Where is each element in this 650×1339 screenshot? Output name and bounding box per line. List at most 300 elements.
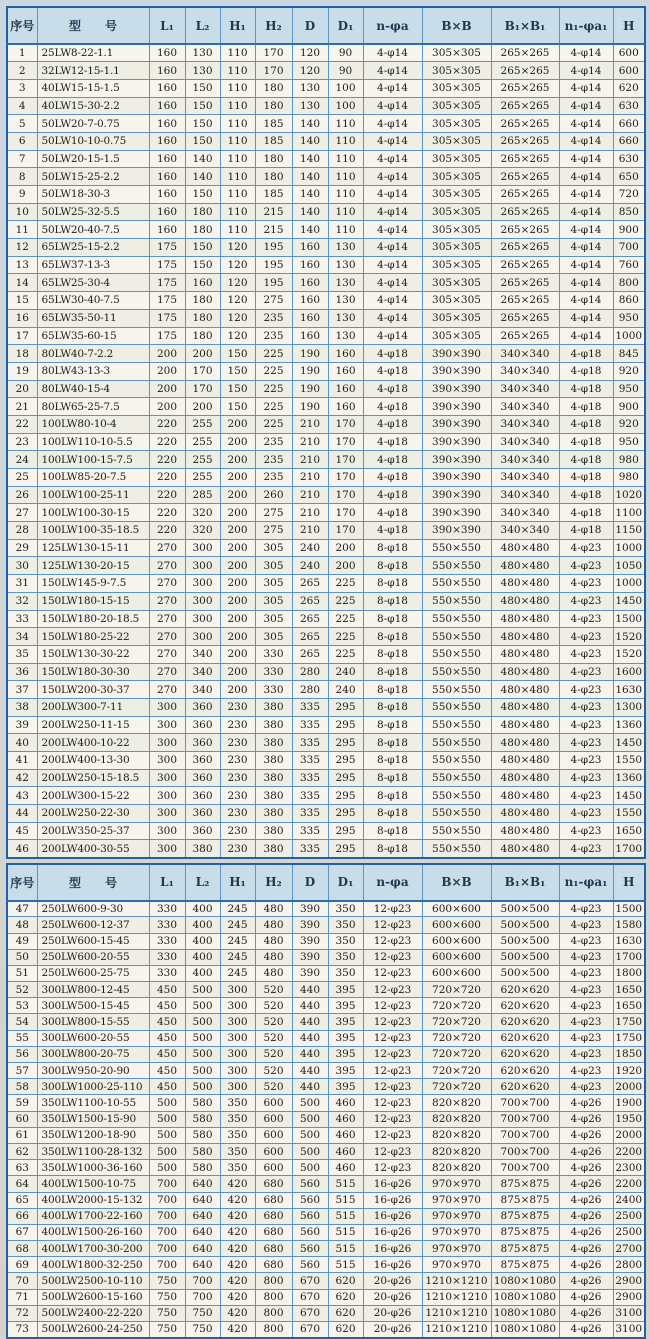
cell-d: 210: [292, 415, 328, 433]
cell-h2: 185: [255, 132, 292, 150]
cell-d: 265: [292, 628, 328, 646]
header-cell-n-phi-a: n-φa: [363, 7, 422, 44]
cell-b1xb1: 620×620: [491, 982, 559, 998]
cell-d: 335: [292, 734, 328, 752]
cell-n1-phi-a1: 4-φ26: [559, 1257, 613, 1273]
header-cell-h2: H₂: [255, 7, 292, 44]
cell-d1: 170: [328, 486, 363, 504]
table-row: [7, 1192, 645, 1208]
cell-bxb: 550×550: [422, 698, 491, 716]
cell-d1: 100: [328, 97, 363, 115]
table-row: [7, 610, 645, 628]
header-cell-l1: L₁: [149, 864, 185, 901]
header-cell-d: D: [292, 864, 328, 901]
table-row: [7, 1127, 645, 1143]
cell-serial: 68: [7, 1241, 37, 1257]
cell-serial: 51: [7, 965, 37, 981]
cell-h: 2900: [613, 1289, 645, 1305]
cell-h1: 200: [220, 592, 255, 610]
cell-h: 720: [613, 186, 645, 204]
cell-h: 2000: [613, 1079, 645, 1095]
cell-d1: 620: [328, 1273, 363, 1289]
cell-l1: 200: [149, 362, 185, 380]
cell-model: 300LW800-20-75: [37, 1046, 149, 1062]
cell-n1-phi-a1: 4-φ23: [559, 933, 613, 949]
cell-h: 860: [613, 292, 645, 310]
cell-d1: 200: [328, 557, 363, 575]
table-row: [7, 1014, 645, 1030]
cell-d: 560: [292, 1224, 328, 1240]
cell-bxb: 305×305: [422, 97, 491, 115]
cell-model: 80LW40-7-2.2: [37, 345, 149, 363]
cell-bxb: 720×720: [422, 1030, 491, 1046]
cell-h: 920: [613, 362, 645, 380]
cell-b1xb1: 265×265: [491, 132, 559, 150]
cell-model: 250LW600-15-45: [37, 933, 149, 949]
cell-n-phi-a: 16-φ26: [363, 1208, 422, 1224]
cell-h1: 110: [220, 132, 255, 150]
cell-h2: 195: [255, 239, 292, 257]
cell-h1: 120: [220, 256, 255, 274]
cell-serial: 9: [7, 186, 37, 204]
cell-h: 1850: [613, 1046, 645, 1062]
cell-model: 32LW12-15-1.1: [37, 62, 149, 80]
cell-model: 400LW2000-15-132: [37, 1192, 149, 1208]
cell-bxb: 970×970: [422, 1192, 491, 1208]
cell-l2: 140: [185, 168, 220, 186]
cell-h: 1630: [613, 933, 645, 949]
cell-model: 200LW350-25-37: [37, 822, 149, 840]
cell-l2: 640: [185, 1257, 220, 1273]
cell-b1xb1: 265×265: [491, 79, 559, 97]
cell-h1: 200: [220, 575, 255, 593]
cell-h1: 200: [220, 415, 255, 433]
cell-b1xb1: 620×620: [491, 1079, 559, 1095]
cell-n1-phi-a1: 4-φ23: [559, 949, 613, 965]
cell-h: 1950: [613, 1111, 645, 1127]
cell-n1-phi-a1: 4-φ18: [559, 433, 613, 451]
cell-n1-phi-a1: 4-φ23: [559, 982, 613, 998]
cell-d1: 350: [328, 901, 363, 917]
cell-d1: 160: [328, 345, 363, 363]
cell-d: 440: [292, 1030, 328, 1046]
cell-l2: 300: [185, 539, 220, 557]
cell-n-phi-a: 20-φ26: [363, 1289, 422, 1305]
cell-h: 1650: [613, 982, 645, 998]
cell-n1-phi-a1: 4-φ14: [559, 44, 613, 62]
cell-h2: 480: [255, 933, 292, 949]
cell-h1: 200: [220, 451, 255, 469]
cell-serial: 43: [7, 787, 37, 805]
cell-d1: 620: [328, 1322, 363, 1338]
cell-model: 150LW180-15-15: [37, 592, 149, 610]
cell-d: 160: [292, 309, 328, 327]
cell-d1: 295: [328, 822, 363, 840]
cell-serial: 23: [7, 433, 37, 451]
cell-n-phi-a: 8-φ18: [363, 539, 422, 557]
cell-h1: 230: [220, 769, 255, 787]
cell-d1: 350: [328, 917, 363, 933]
cell-d: 140: [292, 186, 328, 204]
cell-b1xb1: 700×700: [491, 1127, 559, 1143]
header-cell-d1: D₁: [328, 864, 363, 901]
cell-n1-phi-a1: 4-φ14: [559, 309, 613, 327]
cell-l2: 320: [185, 522, 220, 540]
cell-n1-phi-a1: 4-φ14: [559, 274, 613, 292]
cell-h1: 300: [220, 998, 255, 1014]
cell-n-phi-a: 8-φ18: [363, 734, 422, 752]
cell-bxb: 720×720: [422, 1079, 491, 1095]
cell-b1xb1: 265×265: [491, 186, 559, 204]
cell-bxb: 720×720: [422, 998, 491, 1014]
cell-h: 1700: [613, 840, 645, 858]
cell-model: 500LW2400-22-220: [37, 1305, 149, 1321]
table-row: [7, 415, 645, 433]
cell-serial: 55: [7, 1030, 37, 1046]
cell-serial: 52: [7, 982, 37, 998]
cell-bxb: 305×305: [422, 274, 491, 292]
cell-d1: 295: [328, 769, 363, 787]
cell-serial: 29: [7, 539, 37, 557]
cell-bxb: 390×390: [422, 486, 491, 504]
cell-l1: 175: [149, 239, 185, 257]
cell-d1: 110: [328, 168, 363, 186]
table-row: [7, 380, 645, 398]
cell-serial: 38: [7, 698, 37, 716]
cell-b1xb1: 700×700: [491, 1160, 559, 1176]
cell-h: 1600: [613, 663, 645, 681]
cell-d1: 515: [328, 1208, 363, 1224]
cell-n-phi-a: 16-φ26: [363, 1257, 422, 1273]
cell-serial: 26: [7, 486, 37, 504]
cell-model: 50LW20-7-0.75: [37, 115, 149, 133]
table-row: [7, 539, 645, 557]
cell-l1: 700: [149, 1176, 185, 1192]
table-row: [7, 901, 645, 917]
cell-h1: 420: [220, 1322, 255, 1338]
cell-l2: 640: [185, 1192, 220, 1208]
cell-d: 280: [292, 663, 328, 681]
cell-d1: 515: [328, 1224, 363, 1240]
cell-l1: 160: [149, 168, 185, 186]
cell-d1: 225: [328, 628, 363, 646]
cell-serial: 39: [7, 716, 37, 734]
cell-d1: 295: [328, 787, 363, 805]
cell-d1: 515: [328, 1192, 363, 1208]
cell-h1: 420: [220, 1257, 255, 1273]
cell-n1-phi-a1: 4-φ23: [559, 592, 613, 610]
cell-bxb: 970×970: [422, 1241, 491, 1257]
cell-model: 40LW15-15-1.5: [37, 79, 149, 97]
cell-bxb: 305×305: [422, 239, 491, 257]
header-cell-h1: H₁: [220, 864, 255, 901]
cell-l1: 300: [149, 698, 185, 716]
cell-h2: 180: [255, 168, 292, 186]
table-row: [7, 575, 645, 593]
cell-model: 80LW43-13-3: [37, 362, 149, 380]
cell-h2: 275: [255, 292, 292, 310]
cell-n1-phi-a1: 4-φ14: [559, 97, 613, 115]
cell-bxb: 305×305: [422, 79, 491, 97]
cell-l2: 640: [185, 1224, 220, 1240]
cell-l1: 160: [149, 203, 185, 221]
cell-d1: 160: [328, 380, 363, 398]
cell-b1xb1: 480×480: [491, 645, 559, 663]
cell-b1xb1: 480×480: [491, 663, 559, 681]
header-cell-n1-phi-a1: n₁-φa₁: [559, 7, 613, 44]
cell-l2: 400: [185, 901, 220, 917]
cell-d1: 460: [328, 1160, 363, 1176]
cell-b1xb1: 480×480: [491, 628, 559, 646]
cell-h: 1650: [613, 822, 645, 840]
cell-n1-phi-a1: 4-φ26: [559, 1095, 613, 1111]
cell-bxb: 550×550: [422, 539, 491, 557]
cell-l1: 175: [149, 256, 185, 274]
cell-b1xb1: 480×480: [491, 539, 559, 557]
cell-d: 190: [292, 362, 328, 380]
cell-h: 2200: [613, 1143, 645, 1159]
cell-l2: 640: [185, 1208, 220, 1224]
cell-model: 300LW1000-25-110: [37, 1079, 149, 1095]
cell-model: 350LW1200-18-90: [37, 1127, 149, 1143]
cell-h: 980: [613, 469, 645, 487]
cell-l1: 450: [149, 982, 185, 998]
cell-l2: 130: [185, 62, 220, 80]
cell-serial: 40: [7, 734, 37, 752]
table-row: [7, 327, 645, 345]
cell-l2: 180: [185, 327, 220, 345]
cell-model: 50LW15-25-2.2: [37, 168, 149, 186]
cell-d: 560: [292, 1192, 328, 1208]
cell-bxb: 970×970: [422, 1176, 491, 1192]
cell-l1: 270: [149, 557, 185, 575]
cell-d: 440: [292, 998, 328, 1014]
cell-l2: 150: [185, 256, 220, 274]
cell-n-phi-a: 12-φ23: [363, 1095, 422, 1111]
cell-d: 560: [292, 1176, 328, 1192]
cell-d1: 295: [328, 752, 363, 770]
cell-l2: 500: [185, 1030, 220, 1046]
cell-l1: 450: [149, 1030, 185, 1046]
cell-d1: 395: [328, 1079, 363, 1095]
cell-n1-phi-a1: 4-φ26: [559, 1127, 613, 1143]
cell-bxb: 305×305: [422, 203, 491, 221]
cell-serial: 5: [7, 115, 37, 133]
cell-b1xb1: 480×480: [491, 822, 559, 840]
table-row: [7, 1030, 645, 1046]
cell-h1: 230: [220, 716, 255, 734]
cell-l1: 160: [149, 79, 185, 97]
cell-d: 440: [292, 1079, 328, 1095]
cell-bxb: 390×390: [422, 398, 491, 416]
cell-model: 25LW8-22-1.1: [37, 44, 149, 62]
cell-b1xb1: 265×265: [491, 44, 559, 62]
cell-serial: 57: [7, 1063, 37, 1079]
cell-h: 1450: [613, 592, 645, 610]
cell-d: 160: [292, 256, 328, 274]
cell-n-phi-a: 8-φ18: [363, 628, 422, 646]
cell-b1xb1: 265×265: [491, 274, 559, 292]
cell-model: 125LW130-20-15: [37, 557, 149, 575]
cell-model: 65LW35-50-11: [37, 309, 149, 327]
cell-h2: 170: [255, 62, 292, 80]
cell-h1: 110: [220, 79, 255, 97]
cell-d: 140: [292, 132, 328, 150]
cell-serial: 1: [7, 44, 37, 62]
cell-n-phi-a: 16-φ26: [363, 1176, 422, 1192]
cell-b1xb1: 875×875: [491, 1241, 559, 1257]
cell-h1: 300: [220, 1030, 255, 1046]
cell-l1: 270: [149, 539, 185, 557]
cell-model: 300LW600-20-55: [37, 1030, 149, 1046]
cell-h2: 195: [255, 274, 292, 292]
cell-n-phi-a: 12-φ23: [363, 1046, 422, 1062]
cell-h1: 110: [220, 44, 255, 62]
cell-n-phi-a: 8-φ18: [363, 769, 422, 787]
cell-l1: 300: [149, 805, 185, 823]
cell-l2: 380: [185, 840, 220, 858]
cell-d1: 295: [328, 698, 363, 716]
cell-n-phi-a: 4-φ14: [363, 239, 422, 257]
cell-l2: 360: [185, 752, 220, 770]
cell-n1-phi-a1: 4-φ23: [559, 1063, 613, 1079]
header-cell-b1xb1: B₁×B₁: [491, 7, 559, 44]
cell-n1-phi-a1: 4-φ26: [559, 1176, 613, 1192]
cell-serial: 42: [7, 769, 37, 787]
cell-h: 1500: [613, 901, 645, 917]
cell-h2: 480: [255, 917, 292, 933]
cell-model: 350LW1100-28-132: [37, 1143, 149, 1159]
cell-bxb: 1210×1210: [422, 1273, 491, 1289]
cell-bxb: 550×550: [422, 769, 491, 787]
cell-h: 900: [613, 398, 645, 416]
cell-b1xb1: 340×340: [491, 380, 559, 398]
cell-h1: 200: [220, 645, 255, 663]
cell-b1xb1: 500×500: [491, 933, 559, 949]
header-cell-d: D: [292, 7, 328, 44]
cell-h2: 680: [255, 1208, 292, 1224]
cell-l2: 285: [185, 486, 220, 504]
cell-d: 390: [292, 901, 328, 917]
table-row: [7, 681, 645, 699]
cell-h2: 380: [255, 769, 292, 787]
cell-bxb: 600×600: [422, 933, 491, 949]
table-row: [7, 1289, 645, 1305]
cell-n1-phi-a1: 4-φ18: [559, 469, 613, 487]
cell-d: 265: [292, 645, 328, 663]
cell-l1: 160: [149, 186, 185, 204]
cell-h: 1920: [613, 1063, 645, 1079]
cell-d1: 130: [328, 256, 363, 274]
cell-model: 150LW145-9-7.5: [37, 575, 149, 593]
cell-h1: 245: [220, 949, 255, 965]
cell-h2: 680: [255, 1257, 292, 1273]
cell-b1xb1: 480×480: [491, 787, 559, 805]
cell-serial: 62: [7, 1143, 37, 1159]
table-row: [7, 1160, 645, 1176]
cell-d1: 160: [328, 362, 363, 380]
cell-b1xb1: 480×480: [491, 698, 559, 716]
cell-n1-phi-a1: 4-φ26: [559, 1192, 613, 1208]
cell-d: 670: [292, 1322, 328, 1338]
cell-d: 500: [292, 1111, 328, 1127]
cell-model: 400LW1700-22-160: [37, 1208, 149, 1224]
cell-l1: 300: [149, 716, 185, 734]
header-cell-l2: L₂: [185, 864, 220, 901]
cell-bxb: 1210×1210: [422, 1305, 491, 1321]
cell-n-phi-a: 8-φ18: [363, 805, 422, 823]
cell-l1: 200: [149, 380, 185, 398]
cell-serial: 18: [7, 345, 37, 363]
header-cell-bxb: B×B: [422, 864, 491, 901]
cell-l2: 300: [185, 557, 220, 575]
table-row: [7, 345, 645, 363]
cell-model: 65LW30-40-7.5: [37, 292, 149, 310]
cell-b1xb1: 340×340: [491, 504, 559, 522]
cell-serial: 11: [7, 221, 37, 239]
header-cell-h: H: [613, 7, 645, 44]
cell-h1: 230: [220, 734, 255, 752]
cell-l1: 160: [149, 115, 185, 133]
cell-n1-phi-a1: 4-φ23: [559, 769, 613, 787]
cell-b1xb1: 1080×1080: [491, 1289, 559, 1305]
cell-model: 100LW100-25-11: [37, 486, 149, 504]
cell-h: 2300: [613, 1160, 645, 1176]
cell-b1xb1: 1080×1080: [491, 1305, 559, 1321]
cell-h: 2200: [613, 1176, 645, 1192]
cell-n1-phi-a1: 4-φ14: [559, 62, 613, 80]
cell-h: 3100: [613, 1305, 645, 1321]
cell-n-phi-a: 20-φ26: [363, 1273, 422, 1289]
cell-serial: 25: [7, 469, 37, 487]
cell-serial: 70: [7, 1273, 37, 1289]
cell-h1: 420: [220, 1273, 255, 1289]
cell-h2: 215: [255, 203, 292, 221]
cell-l1: 220: [149, 522, 185, 540]
cell-n1-phi-a1: 4-φ26: [559, 1305, 613, 1321]
cell-model: 400LW1500-26-160: [37, 1224, 149, 1240]
cell-h1: 300: [220, 1063, 255, 1079]
header-cell-h: H: [613, 864, 645, 901]
cell-serial: 17: [7, 327, 37, 345]
cell-l2: 360: [185, 769, 220, 787]
cell-serial: 2: [7, 62, 37, 80]
cell-h1: 420: [220, 1289, 255, 1305]
cell-model: 300LW500-15-45: [37, 998, 149, 1014]
cell-h2: 180: [255, 150, 292, 168]
cell-h: 1360: [613, 716, 645, 734]
cell-h2: 480: [255, 965, 292, 981]
cell-n1-phi-a1: 4-φ26: [559, 1208, 613, 1224]
cell-b1xb1: 620×620: [491, 1014, 559, 1030]
cell-model: 50LW20-15-1.5: [37, 150, 149, 168]
cell-l1: 300: [149, 822, 185, 840]
cell-h2: 380: [255, 822, 292, 840]
cell-b1xb1: 620×620: [491, 1063, 559, 1079]
cell-n1-phi-a1: 4-φ14: [559, 239, 613, 257]
cell-d1: 130: [328, 274, 363, 292]
cell-bxb: 390×390: [422, 345, 491, 363]
cell-h1: 200: [220, 539, 255, 557]
cell-d1: 240: [328, 663, 363, 681]
cell-l1: 160: [149, 44, 185, 62]
cell-h1: 200: [220, 557, 255, 575]
cell-h2: 680: [255, 1176, 292, 1192]
cell-n-phi-a: 8-φ18: [363, 557, 422, 575]
header-cell-b1xb1: B₁×B₁: [491, 864, 559, 901]
cell-h2: 600: [255, 1095, 292, 1111]
cell-b1xb1: 265×265: [491, 168, 559, 186]
